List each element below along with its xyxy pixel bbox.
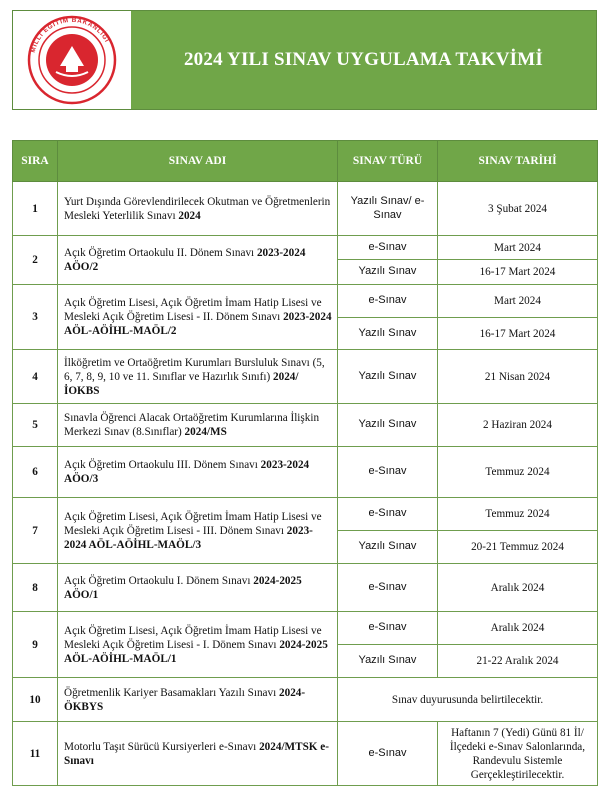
row-number: 5 — [13, 404, 58, 447]
exam-code: 2024/MS — [184, 426, 227, 438]
exam-name: Motorlu Taşıt Sürücü Kursiyerleri e-Sınavı — [64, 740, 257, 753]
exam-name-cell — [58, 612, 338, 678]
exam-name-cell — [58, 285, 338, 350]
exam-type: Yazılı Sınav/ e-Sınav — [338, 182, 438, 236]
exam-date: Mart 2024 — [438, 285, 598, 318]
header-sinav-turu: SINAV TÜRÜ — [338, 141, 438, 182]
exam-type: Yazılı Sınav — [338, 404, 438, 447]
exam-name-cell — [58, 404, 338, 447]
exam-date: Haftanın 7 (Yedi) Günü 81 İl/İlçedeki e-Sınav Salonlarında, Randevulu Sistemle Gerçekleştirilecektir. — [438, 722, 598, 786]
exam-type: e-Sınav — [338, 612, 438, 645]
exam-name: Açık Öğretim Ortaokulu III. Dönem Sınavı — [64, 459, 258, 471]
exam-type: Yazılı Sınav — [338, 260, 438, 285]
meb-seal-icon — [26, 14, 118, 106]
exam-code: 2024-2025 AÖO/1 — [64, 574, 302, 601]
page-title: 2024 YILI SINAV UYGULAMA TAKVİMİ — [183, 49, 543, 70]
exam-code: 2024 — [178, 209, 201, 222]
exam-date: 21-22 Aralık 2024 — [438, 645, 598, 678]
exam-name: Öğretmenlik Kariyer Basamakları Yazılı Sınavı — [64, 686, 277, 699]
exam-code: 2023-2024 AÖL-AÖİHL-MAÖL/2 — [64, 311, 332, 337]
exam-type: e-Sınav — [338, 498, 438, 531]
table-row — [13, 722, 598, 786]
exam-name: Açık Öğretim Lisesi, Açık Öğretim İmam Hatip Lisesi ve Mesleki Açık Öğretim Lisesi - I. Dönem Sınavı — [64, 624, 322, 651]
exam-name-cell — [58, 564, 338, 612]
exam-code: 2024/MTSK e-Sınavı — [64, 740, 329, 767]
row-number: 11 — [13, 722, 58, 786]
exam-name-cell — [58, 447, 338, 498]
exam-date: 21 Nisan 2024 — [438, 350, 598, 404]
exam-name-cell — [58, 678, 338, 722]
table-row — [13, 498, 598, 531]
exam-name-cell — [58, 236, 338, 285]
exam-name: Açık Öğretim Lisesi, Açık Öğretim İmam Hatip Lisesi ve Mesleki Açık Öğretim Lisesi - III. Dönem Sınavı — [64, 510, 322, 537]
table-row — [13, 404, 598, 447]
meb-logo — [13, 11, 131, 109]
row-number: 1 — [13, 182, 58, 236]
exam-note: Sınav duyurusunda belirtilecektir. — [338, 678, 598, 722]
row-number: 9 — [13, 612, 58, 678]
exam-type: Yazılı Sınav — [338, 645, 438, 678]
header-sira: SIRA — [13, 141, 58, 182]
table-row — [13, 612, 598, 645]
table-header-row — [13, 141, 598, 182]
exam-name: Açık Öğretim Ortaokulu I. Dönem Sınavı — [64, 574, 251, 587]
exam-code: 2024/İOKBS — [64, 370, 299, 397]
exam-date: Temmuz 2024 — [438, 498, 598, 531]
exam-code: 2024-ÖKBYS — [64, 686, 306, 713]
title-banner — [131, 11, 596, 109]
row-number: 7 — [13, 498, 58, 564]
exam-name: Açık Öğretim Ortaokulu II. Dönem Sınavı — [64, 247, 255, 259]
exam-name-cell — [58, 722, 338, 786]
table-row — [13, 678, 598, 722]
exam-date: 3 Şubat 2024 — [438, 182, 598, 236]
row-number: 6 — [13, 447, 58, 498]
exam-date: Aralık 2024 — [438, 612, 598, 645]
exam-name-cell — [58, 498, 338, 564]
exam-name: Sınavla Öğrenci Alacak Ortaöğretim Kurumlarına İlişkin Merkezi Sınav (8.Sınıflar) — [64, 412, 320, 438]
row-number: 10 — [13, 678, 58, 722]
exam-code: 2024-2025 AÖL-AÖİHL-MAÖL/1 — [64, 638, 328, 665]
exam-type: e-Sınav — [338, 722, 438, 786]
exam-name: İlköğretim ve Ortaöğretim Kurumları Bursluluk Sınavı (5, 6, 7, 8, 9, 10 ve 11. Sınıflar ve Hazırlık Sınıfı) — [64, 356, 325, 383]
row-number: 4 — [13, 350, 58, 404]
exam-type: Yazılı Sınav — [338, 350, 438, 404]
exam-name-cell — [58, 350, 338, 404]
header-sinav-adi: SINAV ADI — [58, 141, 338, 182]
exam-type: e-Sınav — [338, 236, 438, 260]
exam-date: 16-17 Mart 2024 — [438, 318, 598, 350]
exam-type: Yazılı Sınav — [338, 531, 438, 564]
table-row — [13, 447, 598, 498]
table-row — [13, 285, 598, 318]
exam-date: 20-21 Temmuz 2024 — [438, 531, 598, 564]
exam-type: e-Sınav — [338, 285, 438, 318]
table-row — [13, 350, 598, 404]
exam-name: Açık Öğretim Lisesi, Açık Öğretim İmam Hatip Lisesi ve Mesleki Açık Öğretim Lisesi - II. Dönem Sınavı — [64, 297, 322, 323]
exam-name-cell — [58, 182, 338, 236]
table-body — [13, 182, 598, 786]
row-number: 3 — [13, 285, 58, 350]
exam-type: Yazılı Sınav — [338, 318, 438, 350]
exam-type: e-Sınav — [338, 447, 438, 498]
exam-date: Aralık 2024 — [438, 564, 598, 612]
exam-date: Mart 2024 — [438, 236, 598, 260]
exam-code: 2023-2024 AÖO/2 — [64, 247, 306, 273]
exam-code: 2023-2024 AÖL-AÖİHL-MAÖL/3 — [64, 524, 313, 551]
row-number: 2 — [13, 236, 58, 285]
exam-type: e-Sınav — [338, 564, 438, 612]
table-row — [13, 564, 598, 612]
table-row — [13, 236, 598, 260]
row-number: 8 — [13, 564, 58, 612]
exam-date: 2 Haziran 2024 — [438, 404, 598, 447]
svg-text:MİLLÎ EĞİTİM BAKANLIĞI: MİLLÎ EĞİTİM BAKANLIĞI — [29, 16, 111, 54]
exam-schedule-table — [12, 140, 598, 786]
exam-date: Temmuz 2024 — [438, 447, 598, 498]
table-row — [13, 182, 598, 236]
exam-name: Yurt Dışında Görevlendirilecek Okutman ve Öğretmenlerin Mesleki Yeterlilik Sınavı — [64, 195, 331, 222]
header — [12, 10, 597, 110]
exam-date: 16-17 Mart 2024 — [438, 260, 598, 285]
header-sinav-tarihi: SINAV TARİHİ — [438, 141, 598, 182]
exam-code: 2023-2024 AÖO/3 — [64, 459, 310, 485]
